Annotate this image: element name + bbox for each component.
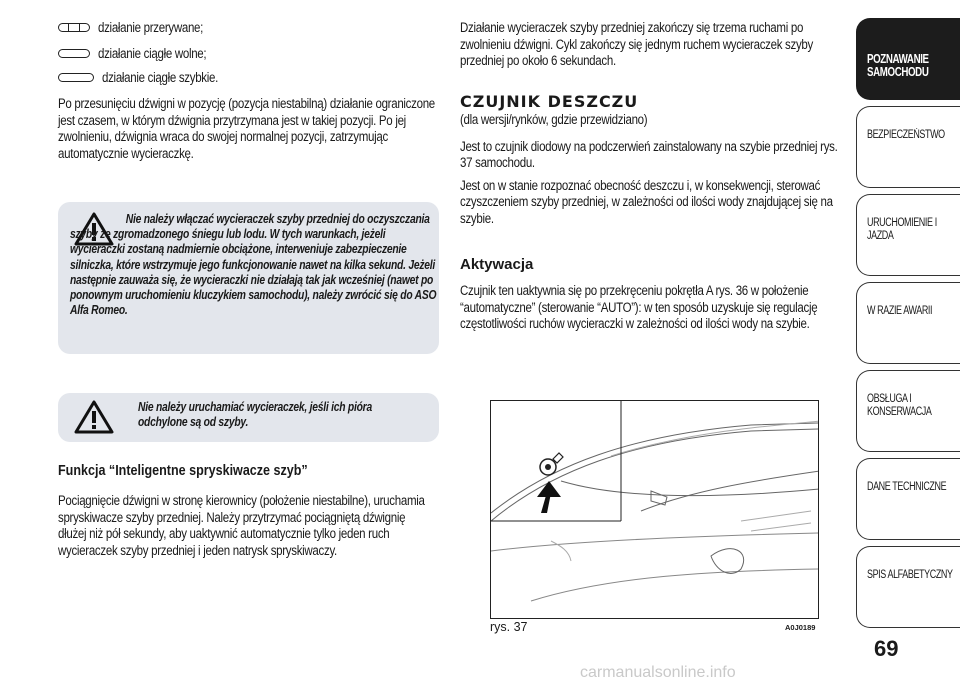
wiper-intermittent-icon	[58, 23, 90, 32]
tab-bezpieczenstwo[interactable]	[856, 106, 960, 188]
left-paragraph-2	[58, 493, 436, 565]
tab-uruchomienie-i-jazda[interactable]	[856, 194, 960, 276]
tab-dane-techniczne[interactable]	[856, 458, 960, 540]
tab-obsluga-i-konserwacja[interactable]	[856, 370, 960, 452]
function-heading	[58, 463, 308, 479]
heading-text: Funkcja “Inteligentne spryskiwacze szyb”	[58, 463, 308, 479]
figure-rain-sensor	[490, 400, 819, 619]
symbol-label: działanie ciągłe wolne;	[98, 46, 207, 61]
tab-poznawanie-samochodu[interactable]	[856, 18, 960, 100]
warning-triangle-icon	[74, 400, 114, 434]
watermark: carmanualsonline.info	[580, 664, 736, 681]
right-paragraph-1	[460, 20, 851, 76]
warning-box-2	[58, 393, 439, 442]
heading-text: Aktywacja	[460, 256, 534, 273]
wiper-fast-icon	[58, 73, 94, 82]
body-text: Czujnik ten uaktywnia się po przekręceniu pokrętła A rys. 36 w położenie “automatyczne” (sterowanie “AUTO”): w ten sposób uzyskuje się regulację częstotliwości ruchów wycieraczki w zależności od ilości wody na szybie.	[460, 283, 818, 332]
tab-label: POZNAWANIE SAMOCHODU	[867, 52, 929, 79]
section-title: CZUJNIK DESZCZU	[460, 92, 639, 111]
symbol-label: działanie przerywane;	[98, 20, 204, 35]
tab-label: BEZPIECZEŃSTWO	[867, 129, 945, 141]
left-paragraph-1	[58, 96, 436, 168]
warning-text: Nie należy włączać wycieraczek szyby przedniej do oczyszczania szyby ze zgromadzonego śniegu lub lodu. W tych warunkach, jeżeli wycieraczki zostaną nadmiernie obciążone, interweniuje zabezpieczenie silniczka, które wstrzymuje jego funkcjonowanie nawet na kilka sekund. Jeżeli następnie zauważa się, że wycieraczki nie działają tak jak wcześniej (nawet po ponownym uruchomieniu kluczykiem samochodu), należy zwrócić się do ASO Alfa Romeo.	[70, 212, 437, 318]
body-text: Po przesunięciu dźwigni w pozycję (pozycja niestabilną) działanie ograniczone jest czasem, w którym dźwignia przytrzymana jest w takiej pozycji. Po jej zwolnieniu, dźwignia wraca do swojej normalnej pozycji, zatrzymując automatycznie wycieraczkę.	[58, 96, 435, 161]
section-subtitle: (dla wersji/rynków, gdzie przewidziano)	[460, 112, 648, 127]
tab-w-razie-awarii[interactable]	[856, 282, 960, 364]
symbol-row-fast	[58, 70, 237, 85]
tab-label: OBSŁUGA I KONSERWACJA	[867, 393, 932, 418]
tab-label: SPIS ALFABETYCZNY	[867, 569, 953, 581]
tab-label: DANE TECHNICZNE	[867, 481, 947, 493]
rain-sensor-title	[460, 92, 638, 111]
wiper-slow-icon	[58, 49, 90, 58]
warning-box-1	[58, 202, 439, 354]
tab-label: W RAZIE AWARII	[867, 305, 933, 317]
tab-label: URUCHOMIENIE I JAZDA	[867, 217, 937, 242]
body-text: Jest on w stanie rozpoznać obecność deszczu i, w konsekwencji, sterować czyszczeniem szyby przedniej, w zależności od ilości wody znajdującej się na szybie.	[460, 177, 833, 226]
page-number: 69	[874, 636, 899, 661]
symbol-label: działanie ciągłe szybkie.	[102, 70, 219, 85]
right-body	[460, 112, 851, 234]
figure-caption: rys. 37	[490, 620, 528, 634]
body-text: Jest to czujnik diodowy na podczerwień zainstalowany na szybie przedniej rys. 37 samochodu.	[460, 138, 838, 171]
warning-text: Nie należy uruchamiać wycieraczek, jeśli ich pióra odchylone są od szyby.	[138, 400, 372, 430]
symbol-row-intermittent	[58, 20, 220, 35]
tab-spis-alfabetyczny[interactable]	[856, 546, 960, 628]
symbol-row-slow	[58, 46, 224, 61]
windshield-illustration	[491, 401, 819, 619]
body-text: Działanie wycieraczek szyby przedniej zakończy się trzema ruchami po zwolnieniu dźwigni. Cykl zakończy się jednym ruchem wycieraczek szyby przedniej po około 6 sekundach.	[460, 20, 814, 69]
body-text: Pociągnięcie dźwigni w stronę kierownicy (położenie niestabilne), uruchamia spryskiwacze szyby przedniej. Należy przytrzymać pociągniętą dźwignię dłużej niż pół sekundy, aby uaktywnić automatycznie tylko jeden ruch wycieraczek szyby przedniej i jeden natrysk spryskiwaczy.	[58, 493, 425, 558]
activation-heading	[460, 256, 533, 273]
figure-code: A0J0189	[785, 623, 816, 632]
right-paragraph-4	[460, 283, 851, 339]
